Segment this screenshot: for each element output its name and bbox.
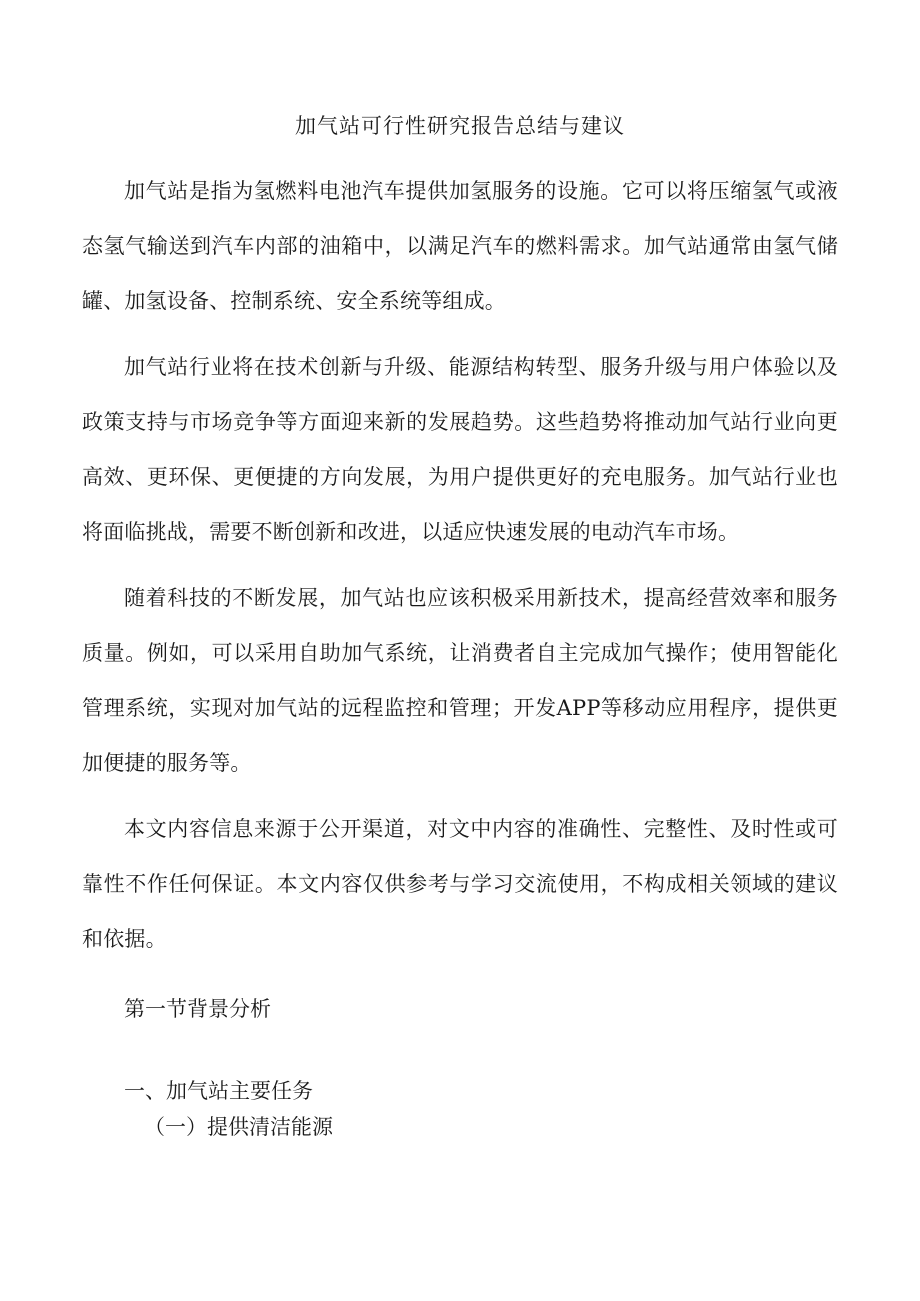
paragraph-technology: 随着科技的不断发展，加气站也应该积极采用新技术，提高经营效率和服务质量。例如，可以采用自助加气系统，让消费者自主完成加气操作；使用智能化管理系统，实现对加气站的远程监控和管理；开发APP等移动应用程序，提供更加便捷的服务等。 [82, 586, 838, 775]
section-title: 第一节背景分析 [124, 997, 271, 1021]
paragraph-disclaimer: 本文内容信息来源于公开渠道，对文中内容的准确性、完整性、及时性或可靠性不作任何保证。本文内容仅供参考与学习交流使用，不构成相关领域的建议和依据。 [82, 817, 838, 951]
document-title: 加气站可行性研究报告总结与建议 [295, 114, 625, 138]
heading-level-2: （一）提供清洁能源 [144, 1115, 333, 1139]
heading-level-1: 一、加气站主要任务 [124, 1079, 313, 1103]
paragraph-trends: 加气站行业将在技术创新与升级、能源结构转型、服务升级与用户体验以及政策支持与市场竞争等方面迎来新的发展趋势。这些趋势将推动加气站行业向更高效、更环保、更便捷的方向发展，为用户提供更好的充电服务。加气站行业也将面临挑战，需要不断创新和改进，以适应快速发展的电动汽车市场。 [82, 355, 838, 544]
document-content [82, 108, 838, 1145]
paragraph-intro: 加气站是指为氢燃料电池汽车提供加氢服务的设施。它可以将压缩氢气或液态氢气输送到汽车内部的油箱中，以满足汽车的燃料需求。加气站通常由氢气储罐、加氢设备、控制系统、安全系统等组成。 [82, 179, 838, 313]
